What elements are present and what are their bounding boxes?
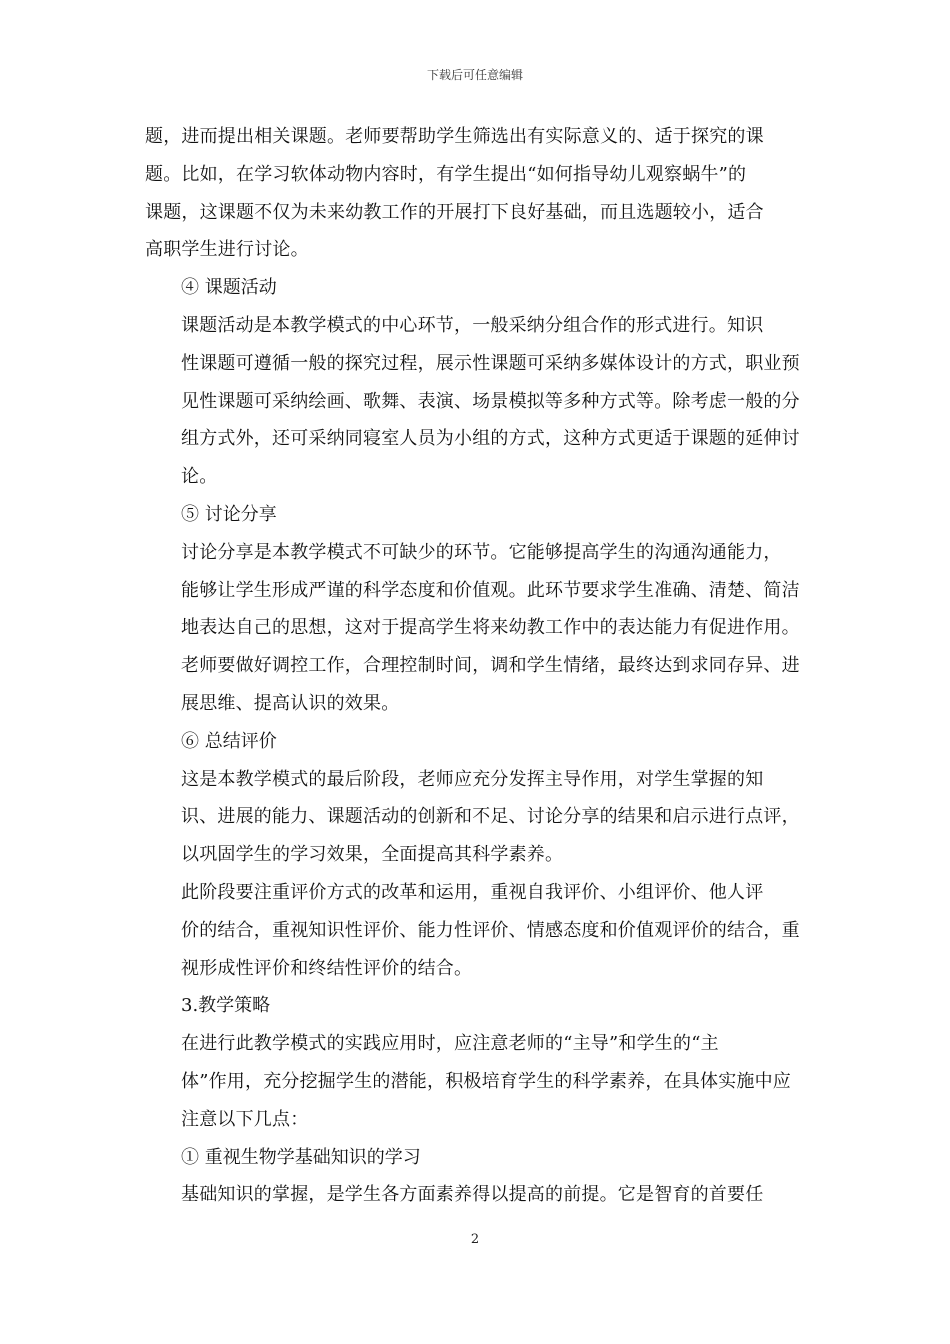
paragraph-line: 课题，这课题不仅为未来幼教工作的开展打下良好基础，而且选题较小，适合 (145, 201, 764, 223)
paragraph-line: 讨论分享是本教学模式不可缺少的环节。它能够提高学生的沟通沟通能力， (181, 541, 782, 563)
paragraph-line: 题，进而提出相关课题。老师要帮助学生筛选出有实际意义的、适于探究的课 (145, 126, 764, 147)
paragraph-line: 视形成性评价和终结性评价的结合。 (181, 957, 473, 979)
section-heading: ④ 课题活动 (181, 277, 277, 299)
page-number: 2 (470, 1232, 480, 1247)
section-heading: ⑤ 讨论分享 (181, 503, 277, 525)
section-heading: 3.教学策略 (181, 995, 271, 1017)
paragraph (145, 118, 813, 269)
paragraph-line: 高职学生进行讨论。 (145, 239, 309, 261)
paragraph-line: 性课题可遵循一般的探究过程，展示性课题可采纳多媒体设计的方式，职业预 (181, 352, 800, 374)
paragraph-line: 见性课题可采纳绘画、歌舞、表演、场景模拟等多种方式等。除考虑一般的分 (181, 390, 800, 412)
paragraph-line: 展思维、提高认识的效果。 (181, 692, 400, 714)
page-header: 下载后可任意编辑 (426, 68, 523, 82)
paragraph-line: 老师要做好调控工作，合理控制时间，调和学生情绪，最终达到求同存异、进 (181, 655, 800, 677)
paragraph-line: 识、进展的能力、课题活动的创新和不足、讨论分享的结果和启示进行点评， (181, 806, 800, 828)
paragraph-line: 这是本教学模式的最后阶段，老师应充分发挥主导作用，对学生掌握的知 (181, 768, 764, 790)
document-body (145, 118, 813, 1214)
section-heading: ⑥ 总结评价 (181, 730, 277, 752)
paragraph (145, 1176, 813, 1214)
paragraph-line: 论。 (181, 466, 218, 488)
paragraph-line: 体”作用，充分挖掘学生的潜能，积极培育学生的科学素养，在具体实施中应 (181, 1070, 791, 1092)
paragraph (145, 307, 813, 496)
paragraph-line: 注意以下几点： (181, 1108, 309, 1130)
paragraph-line: 在进行此教学模式的实践应用时，应注意老师的“主导”和学生的“主 (181, 1033, 719, 1055)
paragraph-line: 此阶段要注重评价方式的改革和运用，重视自我评价、小组评价、他人评 (181, 881, 764, 903)
paragraph-line: 基础知识的掌握，是学生各方面素养得以提高的前提。它是智育的首要任 (181, 1184, 764, 1206)
paragraph-line: 地表达自己的思想，这对于提高学生将来幼教工作中的表达能力有促进作用。 (181, 617, 800, 639)
paragraph-line: 以巩固学生的学习效果，全面提高其科学素养。 (181, 844, 564, 866)
paragraph-line: 能够让学生形成严谨的科学态度和价值观。此环节要求学生准确、清楚、简洁 (181, 579, 800, 601)
section-heading: ① 重视生物学基础知识的学习 (181, 1146, 421, 1168)
paragraph-line: 组方式外，还可采纳同寝室人员为小组的方式，这种方式更适于课题的延伸讨 (181, 428, 800, 450)
paragraph-line: 课题活动是本教学模式的中心环节，一般采纳分组合作的形式进行。知识 (181, 314, 764, 336)
paragraph-line: 价的结合，重视知识性评价、能力性评价、情感态度和价值观评价的结合，重 (181, 919, 800, 941)
paragraph (145, 1025, 813, 1138)
paragraph-line: 题。比如，在学习软体动物内容时，有学生提出“如何指导幼儿观察蜗牛”的 (145, 163, 747, 185)
paragraph (145, 761, 813, 874)
paragraph (145, 534, 813, 723)
paragraph (145, 874, 813, 987)
